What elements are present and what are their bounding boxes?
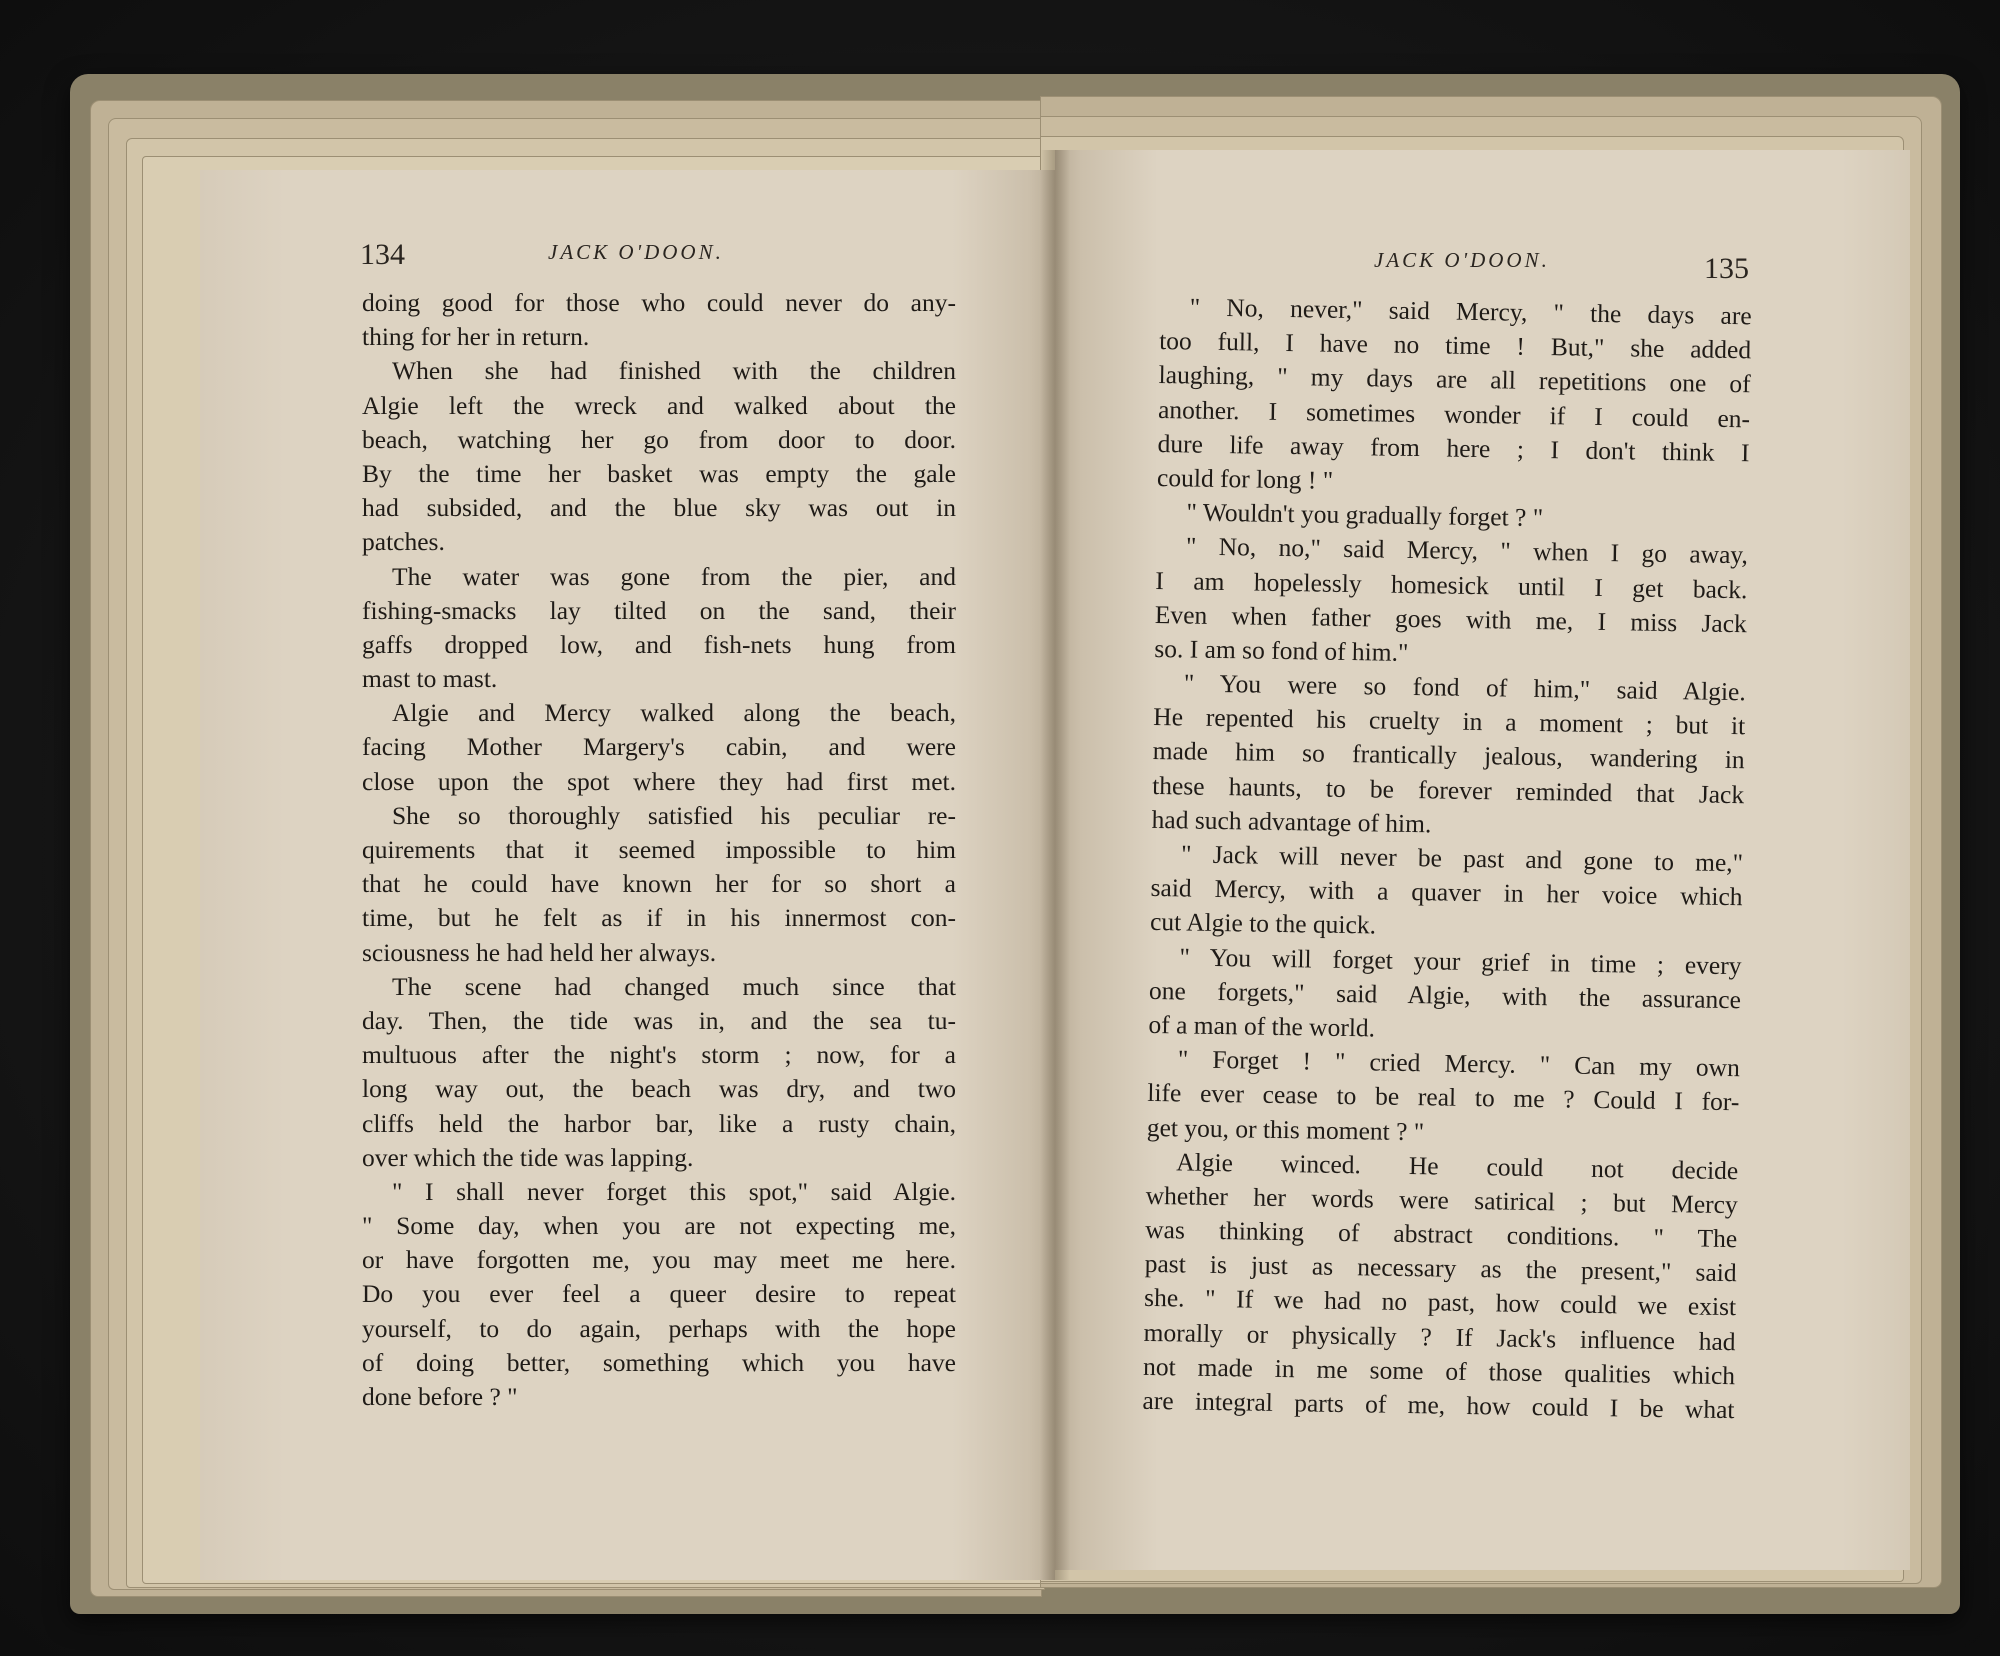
text-line: The water was gone from the pier, and [392, 561, 956, 591]
text-line: past is just as necessary as the present," said [1144, 1249, 1737, 1288]
text-line: By the time her basket was empty the gale [362, 458, 956, 488]
text-line: " Wouldn't you gradually forget ? " [1186, 497, 1544, 533]
text-line: of doing better, something which you have [362, 1347, 956, 1377]
text-line: gaffs dropped low, and fish-nets hung from [362, 629, 956, 659]
text-line: thing for her in return. [362, 322, 590, 352]
left-page-text [362, 286, 956, 1414]
text-line: another. I sometimes wonder if I could en- [1157, 394, 1751, 433]
text-line: or have forgotten me, you may meet me here. [362, 1245, 956, 1275]
text-line: was thinking of abstract conditions. " The [1145, 1214, 1738, 1254]
text-line: " No, never," said Mercy, " the days are [1189, 292, 1752, 331]
text-line: beach, watching her go from door to door. [362, 424, 956, 454]
left-page-number: 134 [360, 238, 405, 271]
text-line: not made in me some of those qualities which [1142, 1351, 1736, 1390]
text-line: one forgets," said Algie, with the assurance [1148, 975, 1742, 1014]
text-line: " Forget ! " cried Mercy. " Can my own [1177, 1044, 1741, 1083]
text-line: mast to mast. [362, 664, 498, 694]
text-line: " No, no," said Mercy, " when I go away, [1185, 531, 1749, 570]
text-line: Even when father goes with me, I miss Jack [1154, 599, 1748, 638]
text-line: " I shall never forget this spot," said Algie. [392, 1176, 956, 1206]
right-page-number: 135 [1704, 252, 1749, 285]
text-line: yourself, to do again, perhaps with the hope [362, 1313, 956, 1343]
text-line: life ever cease to be real to me ? Could I for- [1147, 1078, 1740, 1117]
text-line: She so thoroughly satisfied his peculiar re- [392, 800, 956, 830]
text-line: done before ? " [362, 1382, 518, 1411]
text-line: Algie and Mercy walked along the beach, [392, 698, 956, 728]
text-line: of a man of the world. [1148, 1009, 1376, 1043]
text-line: facing Mother Margery's cabin, and were [362, 732, 956, 762]
text-line: " Jack will never be past and gone to me," [1180, 839, 1744, 878]
text-line: time, but he felt as if in his innermost con- [362, 903, 956, 933]
text-line: long way out, the beach was dry, and two [362, 1074, 956, 1104]
text-line: " You were so fond of him," said Algie. [1183, 668, 1746, 707]
text-line: whether her words were satirical ; but Mercy [1145, 1180, 1738, 1220]
text-line: could for long ! " [1156, 462, 1334, 495]
text-line: dure life away from here ; I don't think I [1157, 428, 1750, 468]
text-line: these haunts, to be forever reminded that Jack [1151, 770, 1745, 809]
text-line: quirements that it seemed impossible to him [362, 835, 956, 864]
text-line: laughing, " my days are all repetitions one of [1158, 360, 1751, 399]
text-line: said Mercy, with a quaver in her voice which [1150, 873, 1743, 912]
text-line: I am hopelessly homesick until I get back. [1155, 565, 1748, 604]
text-line: day. Then, the tide was in, and the sea tu- [362, 1005, 956, 1035]
text-line: " Some day, when you are not expecting me, [362, 1211, 956, 1241]
text-line: Algie winced. He could not decide [1176, 1147, 1739, 1185]
text-line: cliffs held the harbor bar, like a rusty chain, [362, 1108, 956, 1138]
text-line: are integral parts of me, how could I be what [1142, 1385, 1735, 1425]
book-gutter [1040, 150, 1070, 1580]
text-line: had subsided, and the blue sky was out in [362, 493, 956, 523]
left-running-head: JACK O'DOON. [548, 240, 724, 264]
text-line: Do you ever feel a queer desire to repeat [362, 1279, 956, 1309]
text-line: made him so frantically jealous, wandering in [1152, 736, 1745, 775]
text-line: He repented his cruelty in a moment ; but it [1153, 702, 1746, 741]
text-line: doing good for those who could never do any- [362, 288, 956, 317]
right-running-head: JACK O'DOON. [1374, 248, 1550, 272]
text-line: morally or physically ? If Jack's influence had [1143, 1317, 1736, 1356]
text-line: multuous after the night's storm ; now, for a [362, 1040, 956, 1070]
text-line: patches. [362, 527, 445, 557]
text-line: she. " If we had no past, how could we exist [1143, 1283, 1737, 1322]
text-line: sciousness he had held her always. [362, 937, 717, 967]
text-line: The scene had changed much since that [392, 971, 956, 1001]
text-line: get you, or this moment ? " [1146, 1112, 1425, 1146]
text-line: cut Algie to the quick. [1149, 907, 1377, 940]
text-line: " You will forget your grief in time ; every [1179, 941, 1742, 980]
text-line: Algie left the wreck and walked about the [362, 390, 956, 420]
text-line: too full, I have no time ! But," she added [1158, 326, 1752, 365]
text-line: that he could have known her for so short a [362, 869, 956, 899]
text-line: had such advantage of him. [1151, 804, 1432, 839]
text-line: fishing-smacks lay tilted on the sand, their [362, 595, 956, 625]
text-line: When she had finished with the children [392, 356, 956, 386]
right-page-text [1142, 290, 1752, 1427]
text-line: so. I am so fond of him." [1154, 633, 1409, 667]
text-line: over which the tide was lapping. [362, 1142, 694, 1172]
text-line: close upon the spot where they had first met. [362, 766, 956, 796]
